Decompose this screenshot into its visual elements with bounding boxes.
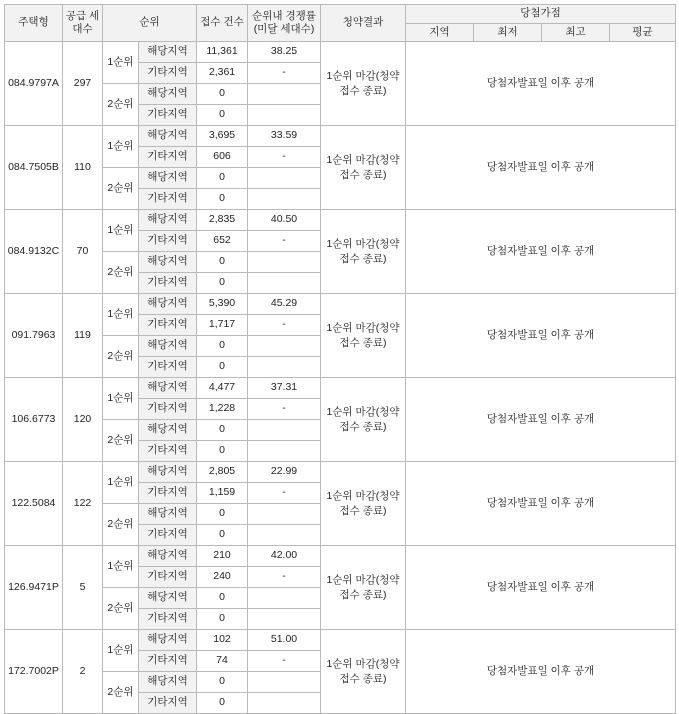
- cell-house-type: 122.5084: [5, 462, 63, 546]
- cell-competition-ratio: [248, 588, 321, 609]
- cell-received-count: 606: [197, 147, 248, 168]
- cell-region: 해당지역: [139, 462, 197, 483]
- cell-competition-ratio: 22.99: [248, 462, 321, 483]
- cell-received-count: 0: [197, 441, 248, 462]
- cell-received-count: 0: [197, 357, 248, 378]
- table-row: [5, 42, 676, 63]
- cell-subscription-result: 1순위 마감(청약 접수 종료): [321, 378, 406, 462]
- cell-competition-ratio: -: [248, 483, 321, 504]
- cell-competition-ratio: -: [248, 567, 321, 588]
- table-header: [5, 5, 676, 42]
- cell-received-count: 0: [197, 420, 248, 441]
- cell-rank: 1순위: [103, 546, 139, 588]
- cell-received-count: 0: [197, 84, 248, 105]
- cell-competition-ratio: [248, 525, 321, 546]
- cell-received-count: 102: [197, 630, 248, 651]
- cell-rank: 1순위: [103, 462, 139, 504]
- cell-region: 기타지역: [139, 315, 197, 336]
- cell-received-count: 0: [197, 672, 248, 693]
- cell-competition-ratio: [248, 609, 321, 630]
- cell-received-count: 0: [197, 336, 248, 357]
- cell-winning-score: 당첨자발표일 이후 공개: [406, 546, 676, 630]
- cell-competition-ratio: [248, 441, 321, 462]
- cell-supply-units: 297: [63, 42, 103, 126]
- cell-region: 기타지역: [139, 189, 197, 210]
- header-competition-ratio: 순위내 경쟁률 (미달 세대수): [248, 5, 321, 42]
- cell-competition-ratio: 37.31: [248, 378, 321, 399]
- cell-region: 해당지역: [139, 672, 197, 693]
- cell-competition-ratio: -: [248, 231, 321, 252]
- cell-region: 해당지역: [139, 294, 197, 315]
- cell-rank: 2순위: [103, 168, 139, 210]
- cell-competition-ratio: [248, 693, 321, 714]
- cell-region: 기타지역: [139, 357, 197, 378]
- header-supply-units: 공급 세대수: [63, 5, 103, 42]
- cell-rank: 1순위: [103, 378, 139, 420]
- cell-house-type: 084.7505B: [5, 126, 63, 210]
- cell-winning-score: 당첨자발표일 이후 공개: [406, 630, 676, 714]
- cell-received-count: 0: [197, 273, 248, 294]
- cell-rank: 2순위: [103, 504, 139, 546]
- table-row: [5, 210, 676, 231]
- header-min: 최저: [474, 23, 542, 42]
- cell-house-type: 084.9132C: [5, 210, 63, 294]
- cell-competition-ratio: -: [248, 63, 321, 84]
- cell-region: 해당지역: [139, 84, 197, 105]
- table-row: [5, 462, 676, 483]
- cell-competition-ratio: [248, 357, 321, 378]
- cell-supply-units: 120: [63, 378, 103, 462]
- table-row: [5, 294, 676, 315]
- cell-region: 기타지역: [139, 441, 197, 462]
- cell-house-type: 091.7963: [5, 294, 63, 378]
- cell-region: 기타지역: [139, 231, 197, 252]
- cell-received-count: 652: [197, 231, 248, 252]
- cell-competition-ratio: [248, 672, 321, 693]
- cell-house-type: 084.9797A: [5, 42, 63, 126]
- cell-rank: 1순위: [103, 294, 139, 336]
- cell-subscription-result: 1순위 마감(청약 접수 종료): [321, 546, 406, 630]
- cell-region: 기타지역: [139, 483, 197, 504]
- cell-received-count: 5,390: [197, 294, 248, 315]
- cell-received-count: 1,159: [197, 483, 248, 504]
- cell-subscription-result: 1순위 마감(청약 접수 종료): [321, 462, 406, 546]
- cell-house-type: 172.7002P: [5, 630, 63, 714]
- cell-competition-ratio: 38.25: [248, 42, 321, 63]
- cell-subscription-result: 1순위 마감(청약 접수 종료): [321, 630, 406, 714]
- header-max: 최고: [542, 23, 610, 42]
- cell-competition-ratio: 45.29: [248, 294, 321, 315]
- cell-competition-ratio: [248, 504, 321, 525]
- cell-competition-ratio: [248, 336, 321, 357]
- cell-region: 기타지역: [139, 609, 197, 630]
- table-row: [5, 546, 676, 567]
- cell-winning-score: 당첨자발표일 이후 공개: [406, 378, 676, 462]
- cell-region: 기타지역: [139, 147, 197, 168]
- cell-competition-ratio: [248, 105, 321, 126]
- cell-house-type: 106.6773: [5, 378, 63, 462]
- cell-received-count: 0: [197, 252, 248, 273]
- header-rank: 순위: [103, 5, 197, 42]
- table-body: [5, 42, 676, 714]
- cell-winning-score: 당첨자발표일 이후 공개: [406, 42, 676, 126]
- cell-region: 해당지역: [139, 546, 197, 567]
- cell-supply-units: 5: [63, 546, 103, 630]
- cell-subscription-result: 1순위 마감(청약 접수 종료): [321, 210, 406, 294]
- cell-region: 기타지역: [139, 273, 197, 294]
- cell-supply-units: 110: [63, 126, 103, 210]
- cell-received-count: 2,835: [197, 210, 248, 231]
- cell-rank: 1순위: [103, 210, 139, 252]
- subscription-result-table: [4, 4, 676, 714]
- table-row: [5, 630, 676, 651]
- cell-winning-score: 당첨자발표일 이후 공개: [406, 126, 676, 210]
- cell-region: 해당지역: [139, 168, 197, 189]
- cell-competition-ratio: 51.00: [248, 630, 321, 651]
- cell-received-count: 0: [197, 189, 248, 210]
- cell-region: 기타지역: [139, 105, 197, 126]
- cell-received-count: 1,228: [197, 399, 248, 420]
- cell-winning-score: 당첨자발표일 이후 공개: [406, 462, 676, 546]
- cell-competition-ratio: -: [248, 399, 321, 420]
- cell-region: 기타지역: [139, 525, 197, 546]
- table-row: [5, 126, 676, 147]
- cell-received-count: 0: [197, 168, 248, 189]
- cell-competition-ratio: [248, 84, 321, 105]
- cell-received-count: 210: [197, 546, 248, 567]
- header-row-1: [5, 5, 676, 24]
- cell-region: 해당지역: [139, 252, 197, 273]
- cell-region: 기타지역: [139, 63, 197, 84]
- cell-competition-ratio: [248, 252, 321, 273]
- header-received-count: 접수 건수: [197, 5, 248, 42]
- header-area: 지역: [406, 23, 474, 42]
- cell-region: 해당지역: [139, 504, 197, 525]
- cell-competition-ratio: -: [248, 651, 321, 672]
- cell-region: 해당지역: [139, 210, 197, 231]
- cell-competition-ratio: -: [248, 315, 321, 336]
- cell-region: 해당지역: [139, 336, 197, 357]
- cell-received-count: 240: [197, 567, 248, 588]
- cell-received-count: 74: [197, 651, 248, 672]
- cell-rank: 1순위: [103, 630, 139, 672]
- cell-supply-units: 70: [63, 210, 103, 294]
- cell-rank: 2순위: [103, 588, 139, 630]
- cell-received-count: 1,717: [197, 315, 248, 336]
- cell-competition-ratio: -: [248, 147, 321, 168]
- cell-subscription-result: 1순위 마감(청약 접수 종료): [321, 294, 406, 378]
- cell-received-count: 0: [197, 693, 248, 714]
- cell-rank: 1순위: [103, 42, 139, 84]
- cell-rank: 2순위: [103, 252, 139, 294]
- cell-received-count: 0: [197, 525, 248, 546]
- cell-region: 기타지역: [139, 399, 197, 420]
- cell-competition-ratio: [248, 420, 321, 441]
- cell-received-count: 4,477: [197, 378, 248, 399]
- cell-rank: 2순위: [103, 336, 139, 378]
- cell-received-count: 11,361: [197, 42, 248, 63]
- cell-received-count: 2,361: [197, 63, 248, 84]
- header-avg: 평균: [610, 23, 676, 42]
- cell-subscription-result: 1순위 마감(청약 접수 종료): [321, 126, 406, 210]
- header-house-type: 주택형: [5, 5, 63, 42]
- cell-received-count: 0: [197, 609, 248, 630]
- cell-house-type: 126.9471P: [5, 546, 63, 630]
- cell-rank: 2순위: [103, 84, 139, 126]
- header-winning-score: 당첨가점: [406, 5, 676, 24]
- cell-winning-score: 당첨자발표일 이후 공개: [406, 210, 676, 294]
- cell-subscription-result: 1순위 마감(청약 접수 종료): [321, 42, 406, 126]
- cell-region: 해당지역: [139, 126, 197, 147]
- cell-competition-ratio: 40.50: [248, 210, 321, 231]
- cell-region: 기타지역: [139, 651, 197, 672]
- cell-supply-units: 2: [63, 630, 103, 714]
- cell-supply-units: 119: [63, 294, 103, 378]
- cell-region: 기타지역: [139, 693, 197, 714]
- table-row: [5, 378, 676, 399]
- cell-competition-ratio: 33.59: [248, 126, 321, 147]
- cell-region: 기타지역: [139, 567, 197, 588]
- cell-received-count: 0: [197, 105, 248, 126]
- cell-winning-score: 당첨자발표일 이후 공개: [406, 294, 676, 378]
- cell-rank: 1순위: [103, 126, 139, 168]
- cell-supply-units: 122: [63, 462, 103, 546]
- cell-region: 해당지역: [139, 630, 197, 651]
- cell-received-count: 3,695: [197, 126, 248, 147]
- cell-competition-ratio: 42.00: [248, 546, 321, 567]
- cell-received-count: 0: [197, 504, 248, 525]
- cell-rank: 2순위: [103, 420, 139, 462]
- cell-competition-ratio: [248, 168, 321, 189]
- cell-competition-ratio: [248, 273, 321, 294]
- cell-received-count: 0: [197, 588, 248, 609]
- cell-competition-ratio: [248, 189, 321, 210]
- header-subscription-result: 청약결과: [321, 5, 406, 42]
- cell-rank: 2순위: [103, 672, 139, 714]
- cell-region: 해당지역: [139, 588, 197, 609]
- cell-region: 해당지역: [139, 378, 197, 399]
- cell-region: 해당지역: [139, 42, 197, 63]
- cell-received-count: 2,805: [197, 462, 248, 483]
- cell-region: 해당지역: [139, 420, 197, 441]
